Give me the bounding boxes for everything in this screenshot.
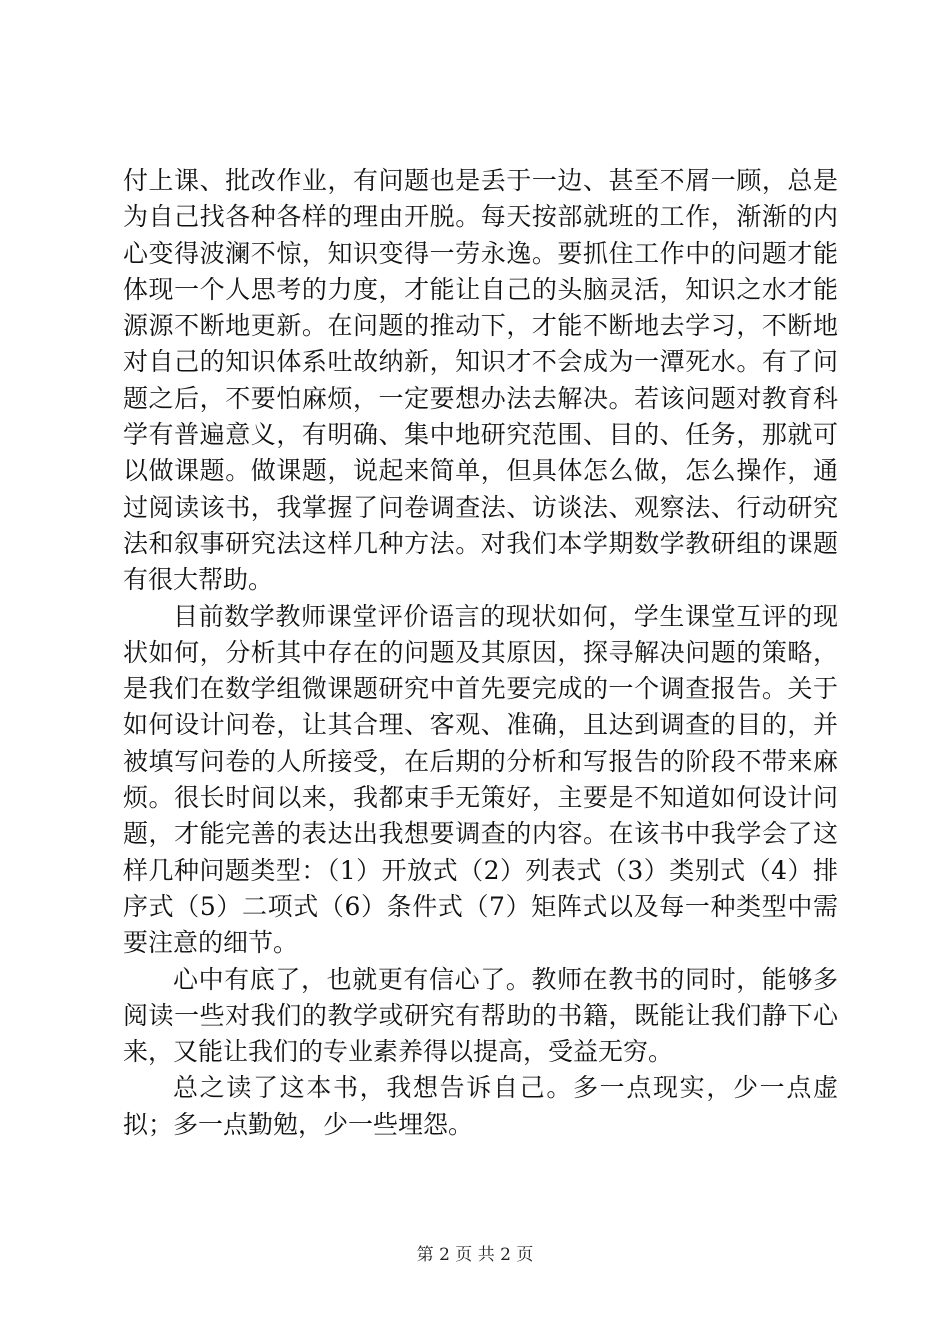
body-text: [123, 163, 838, 1143]
paragraph-2: 目前数学教师课堂评价语言的现状如何，学生课堂互评的现状如何，分析其中存在的问题及其原因，探寻解决问题的策略，是我们在数学组微课题研究中首先要完成的一个调查报告。关于如何设计问卷，让其合理、客观、准确，且达到调查的目的，并被填写问卷的人所接受，在后期的分析和写报告的阶段不带来麻烦。很长时间以来，我都束手无策好，主要是不知道如何设计问题，才能完善的表达出我想要调查的内容。在该书中我学会了这样几种问题类型：（1）开放式（2）列表式（3）类别式（4）排序式（5）二项式（6）条件式（7）矩阵式以及每一种类型中需要注意的细节。: [123, 601, 838, 958]
paragraph-1: 付上课、批改作业，有问题也是丢于一边、甚至不屑一顾，总是为自己找各种各样的理由开脱。每天按部就班的工作，渐渐的内心变得波澜不惊，知识变得一劳永逸。要抓住工作中的问题才能体现一个人思考的力度，才能让自己的头脑灵活，知识之水才能源源不断地更新。在问题的推动下，才能不断地去学习，不断地对自己的知识体系吐故纳新，知识才不会成为一潭死水。有了问题之后，不要怕麻烦，一定要想办法去解决。若该问题对教育科学有普遍意义，有明确、集中地研究范围、目的、任务，那就可以做课题。做课题，说起来简单，但具体怎么做，怎么操作，通过阅读该书，我掌握了问卷调查法、访谈法、观察法、行动研究法和叙事研究法这样几种方法。对我们本学期数学教研组的课题有很大帮助。: [123, 166, 838, 595]
page-number: 第 2 页 共 2 页: [416, 1245, 534, 1265]
paragraph-4: 总之读了这本书，我想告诉自己。多一点现实，少一点虚拟；多一点勤勉，少一些埋怨。: [123, 1073, 838, 1139]
paragraph-3: 心中有底了，也就更有信心了。教师在教书的同时，能够多阅读一些对我们的教学或研究有帮助的书籍，既能让我们静下心来，又能让我们的专业素养得以提高，受益无穷。: [123, 964, 838, 1067]
